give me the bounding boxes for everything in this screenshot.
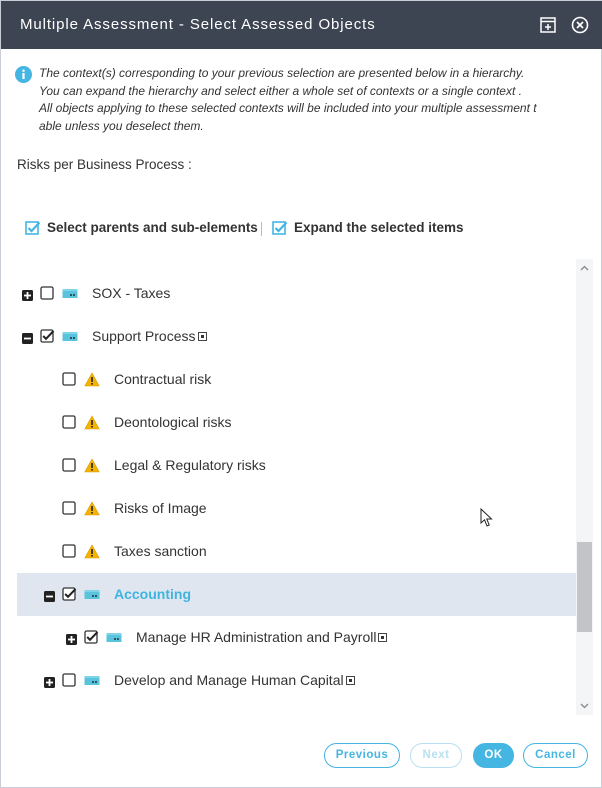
unchecked-checkbox-icon[interactable] <box>62 673 76 687</box>
tree-item-label <box>114 414 232 430</box>
tree-item-label <box>114 672 355 688</box>
info-icon <box>15 66 32 83</box>
linked-object-icon <box>346 676 355 685</box>
tree-item-text: Develop and Manage Human Capital <box>114 672 344 688</box>
tree-item-text: SOX - Taxes <box>92 285 171 301</box>
tree-row[interactable] <box>17 616 576 659</box>
tree-item-text: Risks of Image <box>114 500 207 516</box>
context-label: Risks per Business Process : <box>17 157 192 172</box>
unchecked-checkbox-icon[interactable] <box>62 415 76 429</box>
tree-item-text: Legal & Regulatory risks <box>114 457 266 473</box>
ok-button[interactable]: OK <box>473 743 514 768</box>
info-line: You can expand the hierarchy and select either a whole set of contexts or a single context . <box>39 83 522 98</box>
collapse-minus-icon[interactable] <box>22 331 33 342</box>
warning-icon <box>84 458 100 473</box>
info-line: able unless you deselect them. <box>39 118 204 133</box>
close-circle-icon[interactable] <box>570 15 590 35</box>
options-divider <box>261 222 262 236</box>
process-icon <box>84 587 100 602</box>
warning-icon <box>84 415 100 430</box>
tree-row[interactable] <box>17 659 576 702</box>
linked-object-icon <box>198 332 207 341</box>
unchecked-checkbox-icon[interactable] <box>62 501 76 515</box>
process-icon <box>62 286 78 301</box>
expand-selected-label: Expand the selected items <box>294 220 464 235</box>
dialog-footer <box>1 743 602 769</box>
scroll-down-arrow-icon[interactable] <box>576 698 593 714</box>
scroll-up-arrow-icon[interactable] <box>576 260 593 276</box>
dialog-title: Multiple Assessment - Select Assessed Objects <box>20 16 376 33</box>
warning-icon <box>84 372 100 387</box>
tree-row[interactable] <box>17 573 576 616</box>
unchecked-checkbox-icon[interactable] <box>62 544 76 558</box>
info-text <box>39 65 589 135</box>
tree-item-label <box>114 457 266 473</box>
checked-checkbox-icon[interactable] <box>272 220 288 236</box>
expand-plus-icon[interactable] <box>22 288 33 299</box>
checked-checkbox-icon[interactable] <box>62 587 76 601</box>
tree-item-text: Taxes sanction <box>114 543 207 559</box>
next-button[interactable]: Next <box>410 743 462 768</box>
tree-row[interactable] <box>17 530 576 573</box>
previous-button[interactable]: Previous <box>324 743 400 768</box>
collapse-minus-icon[interactable] <box>44 589 55 600</box>
tree-item-text: Support Process <box>92 328 196 344</box>
process-icon <box>106 630 122 645</box>
tree-row[interactable] <box>17 444 576 487</box>
checked-checkbox-icon[interactable] <box>84 630 98 644</box>
tree-item-text: Accounting <box>114 586 191 602</box>
cancel-button[interactable]: Cancel <box>523 743 588 768</box>
checked-checkbox-icon[interactable] <box>25 220 41 236</box>
tree-item-label <box>114 543 207 559</box>
checked-checkbox-icon[interactable] <box>40 329 54 343</box>
tree-item-label <box>114 371 211 387</box>
tree-item-text: Manage HR Administration and Payroll <box>136 629 377 645</box>
context-tree <box>17 259 576 715</box>
tree-item-label <box>114 586 191 602</box>
maximize-icon[interactable] <box>538 15 558 35</box>
process-icon <box>84 673 100 688</box>
unchecked-checkbox-icon[interactable] <box>62 372 76 386</box>
tree-item-label <box>136 629 387 645</box>
process-icon <box>62 329 78 344</box>
tree-item-label <box>92 285 170 301</box>
expand-plus-icon[interactable] <box>44 675 55 686</box>
tree-row[interactable] <box>17 315 576 358</box>
tree-row[interactable] <box>17 358 576 401</box>
tree-item-text: Deontological risks <box>114 414 232 430</box>
tree-row[interactable] <box>17 401 576 444</box>
tree-item-label <box>92 328 207 344</box>
info-line: All objects applying to these selected contexts will be included into your multiple assessment t <box>39 101 537 115</box>
unchecked-checkbox-icon[interactable] <box>40 286 54 300</box>
warning-icon <box>84 501 100 516</box>
tree-item-label <box>114 500 207 516</box>
warning-icon <box>84 544 100 559</box>
scrollbar-thumb[interactable] <box>577 542 592 632</box>
select-parents-label: Select parents and sub-elements <box>47 220 258 235</box>
tree-scrollbar[interactable] <box>576 259 593 715</box>
expand-plus-icon[interactable] <box>66 632 77 643</box>
info-line: The context(s) corresponding to your previous selection are presented below in a hierarchy. <box>39 66 525 80</box>
mouse-cursor-icon <box>480 508 494 528</box>
dialog-titlebar <box>1 1 602 49</box>
linked-object-icon <box>378 633 387 642</box>
unchecked-checkbox-icon[interactable] <box>62 458 76 472</box>
tree-row[interactable] <box>17 272 576 315</box>
tree-item-text: Contractual risk <box>114 371 212 387</box>
